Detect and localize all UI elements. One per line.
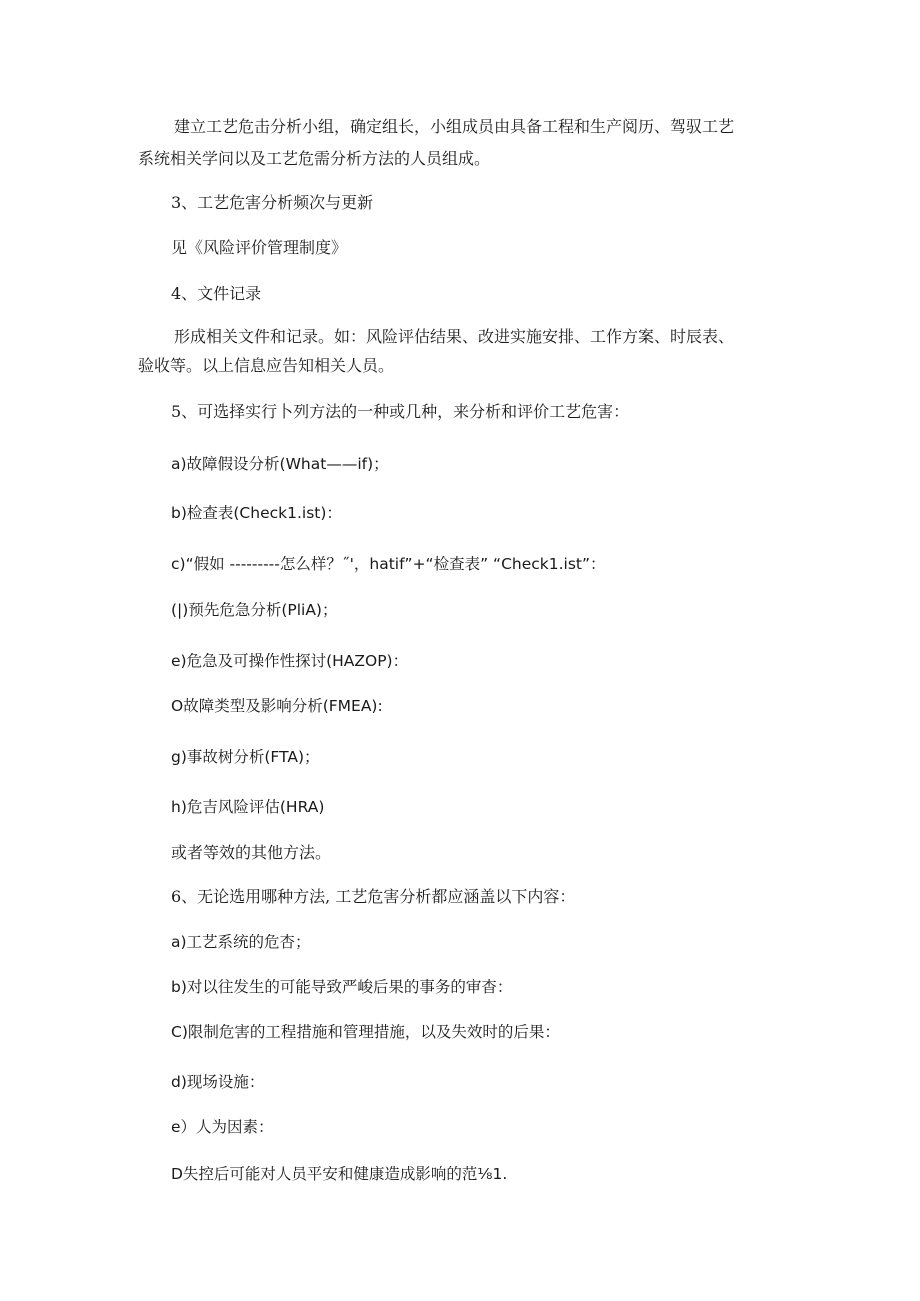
method-item: b)检查表(Check1.ist)： — [171, 504, 342, 522]
heading-6: 6、无论选用哪种方法, 工艺危害分析都应涵盖以下内容： — [171, 887, 576, 906]
method-item: a)故障假设分析(What——if)； — [171, 455, 389, 473]
content-item: C)限制危害的工程措施和管理措施，以及失效时的后果： — [171, 1023, 560, 1041]
method-item: c)“假如 ---------怎么样？˝'，hatif”+“检查表” “Check1.ist”： — [171, 555, 606, 573]
heading-5: 5、可选择实行卜列方法的一种或几种，来分析和评价工艺危害： — [171, 402, 630, 421]
paragraph-1-line-2: 系统相关学问以及工艺危需分析方法的人员组成。 — [138, 149, 491, 168]
method-item: h)危吉风险评估(HRA) — [171, 798, 325, 816]
content-item: e）人为因素： — [171, 1118, 274, 1136]
content-item: a)工艺系统的危杏； — [171, 933, 311, 951]
method-item: (|)预先危急分析(PliA)； — [171, 601, 338, 619]
paragraph-4-line-1: 形成相关文件和记录。如：风险评估结果、改进实施安排、工作方案、时辰表、 — [174, 327, 735, 346]
method-item: g)事故树分析(FTA)； — [171, 748, 320, 766]
paragraph-4-line-2: 验收等。以上信息应告知相关人员。 — [138, 356, 395, 375]
content-item: b)对以往发生的可能导致严峻后果的事务的审杳： — [171, 978, 513, 996]
paragraph-1-line-1: 建立工艺危击分析小组，确定组长，小组成员由具备工程和生产阅历、驾驭工艺 — [174, 117, 735, 136]
content-item: d)现场设施： — [171, 1073, 265, 1091]
paragraph-3: 见《风险评价管理制度》 — [171, 238, 348, 257]
method-item: O故障类型及影响分析(FMEA): — [171, 697, 383, 715]
heading-4: 4、文件记录 — [171, 284, 262, 303]
method-item: e)危急及可操作性探讨(HAZOP)： — [171, 652, 409, 670]
content-item: D失控后可能对人员平安和健康造成影响的范⅛1. — [171, 1165, 508, 1183]
methods-tail: 或者等效的其他方法。 — [171, 843, 332, 862]
heading-3: 3、工艺危害分析频次与更新 — [171, 193, 374, 212]
